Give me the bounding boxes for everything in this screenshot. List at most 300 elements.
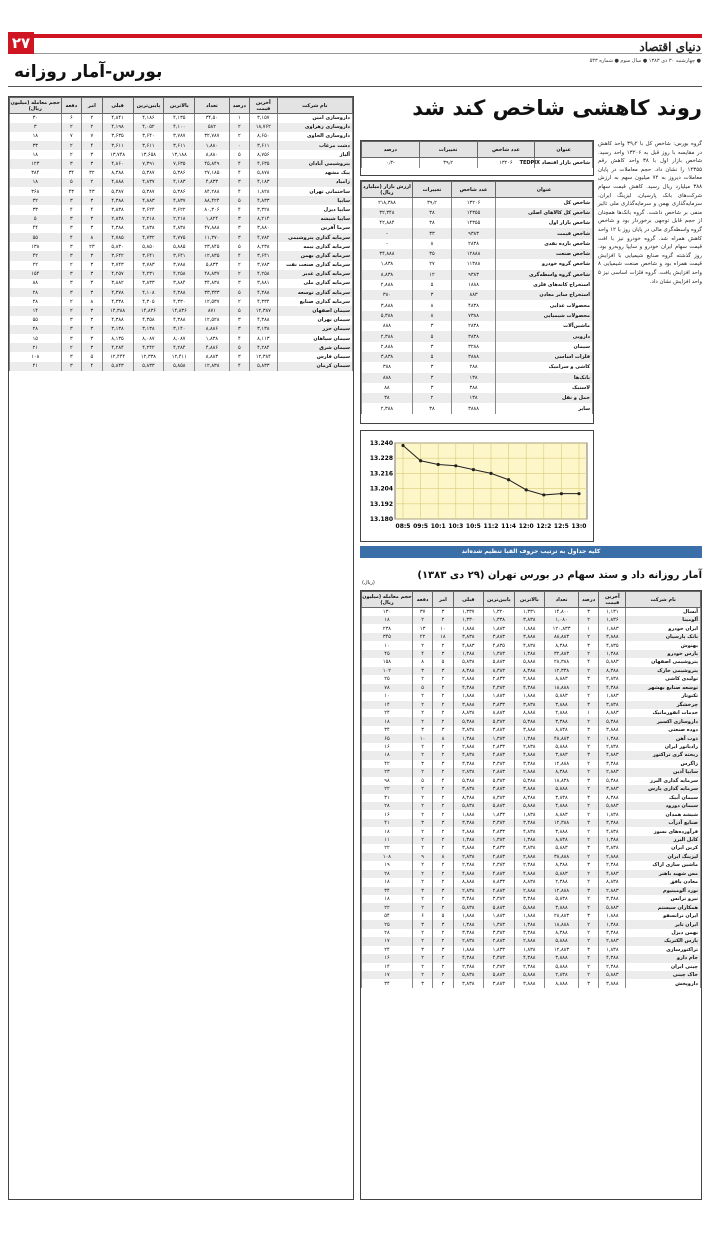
value-cell: ۳,۸۸۸ [545,903,579,911]
company-name-cell: کربن ایران [626,844,701,852]
value-cell: ۲ [433,810,453,818]
value-cell: ۳,۱۵۷ [250,114,277,123]
value-cell: ۳ [229,215,250,224]
value-cell: ۳,۳۸۸ [599,895,626,903]
value-cell: ۵۴ [362,912,413,920]
value-cell: ۴۴ [10,224,62,233]
value-cell: ۴۳ [82,187,103,196]
value-cell: ۲ [412,675,432,683]
value-cell: ۲ [578,616,598,624]
value-cell: ۵,۸۳۳ [195,261,229,270]
value-cell: ۳۸۸۸ [452,352,496,362]
value-cell: ۱۲,۸۳۸ [195,362,229,371]
value-cell: ۲ [578,971,598,979]
value-cell: ۳,۳۸۸ [545,717,579,725]
table-row [362,684,701,692]
value-cell: ۲۲ [362,785,413,793]
company-name-cell: لاستیک [495,383,592,393]
value-cell: ۸,۸۸۳ [599,709,626,717]
value-cell: ۳۲ [82,169,103,178]
company-name-cell: محصولات شیمیایی [495,311,592,321]
value-cell: ۴ [229,159,250,168]
value-cell: ۱,۸۸۸ [514,692,545,700]
value-cell: ۳,۳۲۸ [250,205,277,214]
value-cell: ۲ [433,794,453,802]
company-name-cell: سایپا دیزل [277,205,352,214]
value-cell: ۳,۸۸۰ [250,224,277,233]
value-cell: ۳۹٫۲ [419,158,477,168]
value-cell: ۳ [578,946,598,954]
value-cell: ۴,۱۹۸ [102,123,133,132]
value-cell: ۲,۳۸۸ [514,963,545,971]
company-name-cell: ایران تایر [626,920,701,928]
value-cell: ۸۷۱ [195,306,229,315]
table-row [362,198,593,208]
value-cell: ۴,۸۳۷ [164,196,195,205]
value-cell: ۵,۸۸۸ [545,963,579,971]
table-row [10,270,353,279]
table-row [362,810,701,818]
value-cell: ۲ [412,794,432,802]
value-cell: ۱۳۲۰۶ [477,158,535,168]
column-header: تغییرات [419,142,477,158]
value-cell: ۲,۳۸۸ [599,963,626,971]
value-cell: ۳,۸۳۸ [545,794,579,802]
value-cell: ۳ [229,224,250,233]
table-row [10,114,353,123]
column-header: عنوان [495,182,592,198]
value-cell: ۱۲,۸۸۸ [545,887,579,895]
value-cell: ۴,۳۸۸ [164,288,195,297]
value-cell: ۵,۸۳۸ [545,895,579,903]
company-name-cell: آبسال [626,608,701,617]
value-cell: ۴,۸۳۸ [514,641,545,649]
value-cell: ۳۸,۸۸۸ [545,853,579,861]
value-cell: ۴,۸۳۸ [133,224,164,233]
value-cell: ۳,۸۳۸ [514,844,545,852]
page-number: ۲۷ [8,32,34,54]
value-cell: ۳ [578,844,598,852]
value-cell: ۲ [578,937,598,945]
value-cell: ۳,۸۸۸ [453,844,484,852]
value-cell: ۱,۳۸۸ [453,836,484,844]
data-point [472,468,475,471]
table-row [362,208,593,218]
value-cell: ۳ [229,178,250,187]
value-cell: ۸ [412,658,432,666]
value-cell: ۳ [412,819,432,827]
value-cell: ۳ [61,352,82,361]
value-cell: ۳۰ [10,114,62,123]
company-name-cell: دارویی [495,331,592,341]
value-cell: ۴,۸۳۸ [514,827,545,835]
value-cell: ۲ [433,675,453,683]
table-row [10,159,353,168]
value-cell: ۱۲,۵۳۷ [195,297,229,306]
value-cell: ۱۸۸۸ [452,280,496,290]
value-cell: ۱,۳۸۸ [599,734,626,742]
value-cell: ۱,۸۸۸ [453,624,484,632]
data-point [419,459,422,462]
value-cell: ۸,۰۸۷ [164,334,195,343]
value-cell: ۴۸,۸۸۳ [545,734,579,742]
value-cell: ۸۰,۳۰۶ [195,205,229,214]
value-cell: ۱,۸۳۸ [195,334,229,343]
table-row [10,178,353,187]
company-name-cell: کاشی و سرامیک [495,362,592,372]
y-tick-label: 13.216 [369,470,393,478]
value-cell: ۴,۸۸۸ [102,178,133,187]
value-cell: ۱,۳۳۷ [453,608,484,617]
value-cell: ۳ [578,777,598,785]
value-cell: ۵,۸۷۸ [250,169,277,178]
value-cell: ۲ [61,297,82,306]
value-cell: ۳,۳۸۳ [484,895,515,903]
value-cell: ۱۲۰,۸۳۳ [545,624,579,632]
value-cell: ۸,۳۸۸ [453,794,484,802]
company-name-cell: سایپا شیشه [277,215,352,224]
value-cell: ۲ [578,903,598,911]
company-name-cell: خاک چینی [626,971,701,979]
value-cell: ۲ [412,954,432,962]
value-cell: ۱۸ [362,878,413,886]
value-cell: ۳,۸۳۸ [102,205,133,214]
value-cell: ۲,۸۳۸ [453,853,484,861]
company-name-cell: ایران خودرو [626,624,701,632]
value-cell: ۵,۳۸۸ [453,777,484,785]
value-cell: ۳۳ [10,141,62,150]
data-point [437,463,440,466]
value-cell: ۱,۳۸۸ [514,650,545,658]
newspaper-brand: دنیای اقتصاد [639,40,701,54]
value-cell: ۱۲۳ [10,159,62,168]
value-cell: ۱,۳۸۳ [484,920,515,928]
value-cell: ۲,۸۸۸ [453,743,484,751]
value-cell: ۲ [433,963,453,971]
x-tick-label: 12:2 [536,523,552,530]
value-cell: ۲۸۳۸ [452,321,496,331]
table-row [362,912,701,920]
value-cell: ۲ [412,393,451,403]
value-cell: ۴,۷۸۲ [250,233,277,242]
company-name-cell: ریخته گری تراکتور [626,751,701,759]
value-cell: ۲,۸۳۸ [599,675,626,683]
company-name-cell: تولیدی کاشی [626,675,701,683]
data-point [542,493,545,496]
value-cell: ۸,۳۸۸ [545,929,579,937]
value-cell: ۲ [412,895,432,903]
table-row [362,903,701,911]
value-cell: ۳,۸۸۸ [514,785,545,793]
company-name-cell: سرمایه گذاری البرز [626,777,701,785]
value-cell: ۳,۸۸۸ [514,979,545,987]
value-cell: ۳ [412,946,432,954]
value-cell: ۲ [412,785,432,793]
table-row [362,342,593,352]
table-row [10,288,353,297]
value-cell: ۲,۸۳۸ [453,887,484,895]
value-cell: ۵,۳۸۷ [133,169,164,178]
x-tick-label: 11:4 [501,523,517,530]
value-cell: ۸۸۸ [362,373,413,383]
value-cell: ۱,۸۲۴ [195,215,229,224]
value-cell: ۱۸,۸۸۸ [545,684,579,692]
value-cell: ۱۳۲۰۶ [452,198,496,208]
data-point [401,444,404,447]
value-cell: ۴,۳۸۸ [514,954,545,962]
value-cell: ۱۶ [362,954,413,962]
value-cell: ۳,۶۱۱ [133,141,164,150]
value-cell: ۵ [412,777,432,785]
value-cell: ۲ [578,853,598,861]
value-cell: ۸,۳۸۸ [599,667,626,675]
value-cell: ۳,۸۳۳ [484,844,515,852]
value-cell: ۲,۸۸۸ [514,675,545,683]
x-tick-label: 10:1 [430,523,446,530]
value-cell: ۴,۳۸۸ [102,316,133,325]
value-cell: ۲ [578,768,598,776]
value-cell: ۱,۸۸۸ [514,624,545,632]
value-cell: ۳,۳۸۸ [453,929,484,937]
column-header: عدد شاخص [452,182,496,198]
value-cell: ۸ [433,853,453,861]
value-cell: ۲,۸۸۳ [484,937,515,945]
value-cell: ۲۲ [362,844,413,852]
value-cell: ۵ [229,343,250,352]
unit-note: (ریال) [362,580,375,586]
value-cell: ۸ [412,300,451,310]
table-row [10,306,353,315]
table-row [362,362,593,372]
value-cell: ۲ [229,132,250,141]
value-cell: ۱۸,۸۳۸ [545,777,579,785]
value-cell: ۱۲,۸۳۵ [195,251,229,260]
value-cell: ۳,۳۸۸ [599,760,626,768]
value-cell: ۳,۸۳۸ [453,633,484,641]
value-cell: ۱۹ [362,861,413,869]
company-name-cell: داروسازی الحاوی [277,132,352,141]
value-cell: ۱,۸۸۸ [453,912,484,920]
value-cell: ۳ [433,979,453,987]
value-cell: ۱,۸۸۸ [599,912,626,920]
index-table [360,180,594,424]
value-cell: ۱۰ [433,624,453,632]
value-cell: ۱۸ [433,633,453,641]
value-cell: ۲۴ [362,709,413,717]
value-cell: ۲ [578,743,598,751]
left-stock-table [8,96,354,1200]
value-cell: ۴,۷۸۵ [102,233,133,242]
value-cell: ۳,۸۸۱ [250,279,277,288]
value-cell: ۲ [412,878,432,886]
company-name-cell: بانک پارسیان [626,633,701,641]
value-cell: ۴,۳۳۸ [102,297,133,306]
value-cell: ۸ [82,297,103,306]
value-cell: ۳۱ [362,794,413,802]
value-cell: ۳,۸۳۸ [453,726,484,734]
value-cell: ۳,۸۸۲ [102,279,133,288]
company-name-cell: زامیاد [277,178,352,187]
value-cell: - [362,228,413,238]
company-name-cell: ایران ترانسفو [626,912,701,920]
value-cell: ۸,۳۸۸ [102,169,133,178]
value-cell: ۵ [229,196,250,205]
value-cell: ۳۴,۸۳۸ [195,279,229,288]
value-cell: ۳ [412,920,432,928]
value-cell: ۱,۳۸۸ [514,734,545,742]
value-cell: ۵ [433,912,453,920]
value-cell: ۴,۸۸۸ [453,827,484,835]
value-cell: ۳,۶۴۱ [250,251,277,260]
value-cell: ۵,۸۸۳ [545,870,579,878]
value-cell: ۵,۳۸۸ [599,717,626,725]
company-name-cell: پارس خودرو [626,650,701,658]
value-cell: ۲,۸۸۸ [514,887,545,895]
table-row [362,743,701,751]
value-cell: ۴,۳۸۸ [250,288,277,297]
x-tick-label: 12:5 [553,523,569,530]
column-header: پایین‌ترین [484,592,515,608]
value-cell: ۴,۶۳۵ [250,159,277,168]
value-cell: ۳ [82,334,103,343]
value-cell: ۲۷ [412,259,451,269]
value-cell: ۱۲,۳۸۸ [545,819,579,827]
value-cell: ۴,۱۸۳ [250,178,277,187]
x-tick-label: 08:5 [395,523,411,530]
value-cell: ۲ [82,178,103,187]
value-cell: ۳ [61,159,82,168]
table-row [362,963,701,971]
table-row [362,300,593,310]
column-header: پایین‌ترین [133,98,164,114]
value-cell: ۵,۳۸۷ [102,187,133,196]
value-cell: ۴,۸۳۷ [133,178,164,187]
value-cell: ۲ [229,297,250,306]
table-row [362,768,701,776]
value-cell: ۴,۸۸۸ [514,870,545,878]
right-stock-table [360,590,702,1200]
data-point [525,488,528,491]
value-cell: ۳,۸۳۳ [133,279,164,288]
x-tick-label: 12:0 [518,523,534,530]
table-row [362,280,593,290]
value-cell: ۱۲,۴۴۴ [102,352,133,361]
value-cell: ۲ [61,141,82,150]
table-row [10,215,353,224]
value-cell: ۵,۸۸۳ [484,802,515,810]
value-cell: ۳ [82,288,103,297]
data-point [489,472,492,475]
value-cell: ۲ [412,929,432,937]
value-cell: ۳,۳۸۸ [453,760,484,768]
data-point [560,492,563,495]
value-cell: ۸۸ [10,279,62,288]
column-header: درصد [229,98,250,114]
company-name-cell: سیمان آبیک [626,794,701,802]
table-row [362,158,593,168]
value-cell: ۳,۷۸۷ [164,132,195,141]
value-cell: ۲ [412,751,432,759]
value-cell: ۵,۳۸۸ [453,717,484,725]
value-cell: ۱۶ [362,810,413,818]
value-cell: ۸,۳۸۸ [599,794,626,802]
value-cell: ۴,۳۰۵ [133,297,164,306]
value-cell: ۳ [82,251,103,260]
table-row [10,316,353,325]
company-name-cell: پیک مشهد [277,169,352,178]
value-cell: ۳,۶۳۵ [102,132,133,141]
value-cell: ۱۳,۷۴۸ [102,150,133,159]
value-cell: ۸ [82,233,103,242]
table-row [362,734,701,742]
value-cell: ۳۴ [362,887,413,895]
value-cell: ۳ [412,383,451,393]
value-cell: ۳ [412,726,432,734]
value-cell: ۲ [578,785,598,793]
value-cell: ۲۸۳۸ [452,239,496,249]
column-header: دفعه [412,592,432,608]
company-name-cell: شاخص بازده نقدی [495,239,592,249]
value-cell: ۱۵ [10,334,62,343]
value-cell: ۲ [578,684,598,692]
value-cell: ۳,۶۲۴ [133,205,164,214]
value-cell: ۲,۸۸۳ [484,853,515,861]
value-cell: ۱۲,۳۳۸ [133,352,164,361]
value-cell: ۳۳ [10,205,62,214]
value-cell: ۲ [578,692,598,700]
value-cell: ۳ [229,316,250,325]
value-cell: ۴,۱۸۳ [164,178,195,187]
value-cell: ۴,۸۳۳ [484,827,515,835]
company-name-cell: سرمایه گذاری غدیر [277,270,352,279]
value-cell: ۸,۸۸۳ [484,709,515,717]
value-cell: ۵,۳۸۶ [164,169,195,178]
value-cell: ۳,۳۸۸ [514,760,545,768]
value-cell: ۹۳۸۳ [452,270,496,280]
value-cell: ۸,۸۸۸ [514,709,545,717]
value-cell: ۵,۸۳۸ [453,802,484,810]
value-cell: ۳,۶۱۱ [102,141,133,150]
value-cell: ۳ [433,650,453,658]
value-cell: ۱۱ [362,836,413,844]
value-cell: ۳,۳۸۸ [599,819,626,827]
value-cell: ۲,۳۸۸ [453,861,484,869]
header-band [8,40,702,54]
value-cell: ۲,۸۸۸ [545,709,579,717]
company-name-cell: سرمایه گذاری پتروشیمی [277,233,352,242]
value-cell: ۴ [229,251,250,260]
value-cell: ۱۳ [412,624,432,632]
value-cell: ۳ [61,251,82,260]
value-cell: ۲,۸۸۳ [599,937,626,945]
value-cell: ۳۴ [61,169,82,178]
value-cell: ۱,۳۸۸ [453,734,484,742]
table-row [362,331,593,341]
value-cell: ۲ [61,150,82,159]
value-cell: ۲ [412,963,432,971]
value-cell: ۳,۸۸۸ [545,701,579,709]
table-row [10,196,353,205]
value-cell: -۰٫۳ [362,158,420,168]
value-cell: ۳,۸۸۸ [545,954,579,962]
value-cell: ۴۲,۸۸۴ [362,218,413,228]
value-cell: ۱۸ [362,751,413,759]
value-cell: ۳۴۵ [362,633,413,641]
value-cell: ۲۳ [82,242,103,251]
value-cell: ۴,۱۰۰ [164,123,195,132]
value-cell: ۵,۸۵۸ [164,362,195,371]
column-header: عنوان [535,142,593,158]
